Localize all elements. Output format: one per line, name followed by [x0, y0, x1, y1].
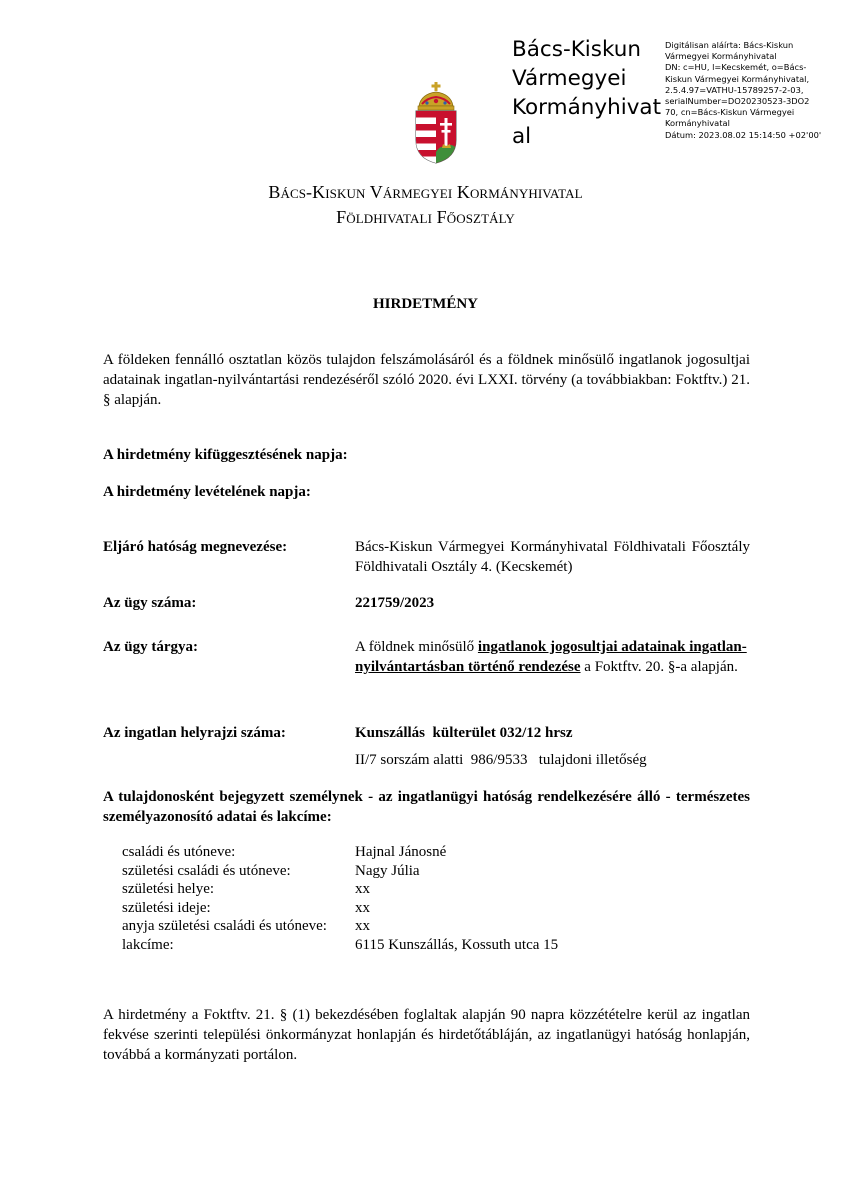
person-field-label: anyja születési családi és utóneve: [122, 918, 327, 935]
person-field-label: születési családi és utóneve: [122, 862, 291, 879]
signature-detail-line: Kiskun Vármegyei Kormányhivatal, [665, 73, 810, 84]
authority-label: Eljáró hatóság megnevezése: [103, 539, 288, 555]
agency-department: Földhivatali Főosztály [336, 207, 515, 227]
person-field-label: születési ideje: [122, 899, 211, 916]
person-field-value: xx [355, 899, 370, 916]
signature-detail-line: DN: c=HU, l=Kecskemét, o=Bács- [665, 62, 807, 73]
parcel-value: Kunszállás külterület 032/12 hrsz [355, 725, 573, 741]
person-field-value: Nagy Júlia [355, 862, 420, 879]
signature-name-line: Kormányhivat [512, 95, 662, 120]
signature-detail-line: 70, cn=Bács-Kiskun Vármegyei [665, 107, 795, 118]
case-number-label: Az ügy száma: [103, 595, 197, 611]
subject-value [355, 637, 750, 677]
person-field-value: Hajnal Jánosné [355, 844, 447, 860]
signature-detail-line: Kormányhivatal [665, 118, 730, 129]
subject-label: Az ügy tárgya: [103, 639, 198, 655]
person-field-value: 6115 Kunszállás, Kossuth utca 15 [355, 937, 559, 953]
person-field-label: lakcíme: [122, 937, 174, 953]
removed-date-label: A hirdetmény levételének napja: [103, 484, 311, 500]
document-title: HIRDETMÉNY [372, 296, 478, 312]
signature-details [665, 40, 825, 141]
intro-paragraph: A földeken fennálló osztatlan közös tulajdon felszámolásáról és a földnek minősülő ingatlanok jogosultjai adatainak ingatlan-nyilvántartási rendezéséről szóló 2020. évi LXXI. törvény (a továbbiakban: Foktftv.) 21. § alapján. [103, 352, 750, 408]
person-field-label: családi és utóneve: [122, 844, 236, 860]
subject-text-post: a Foktftv. 20. §-a alapján. [580, 659, 738, 675]
person-field-value: xx [355, 918, 370, 935]
signature-name-line: Bács-Kiskun [512, 37, 642, 62]
signature-name-line: Vármegyei [512, 66, 627, 91]
signature-detail-line: Digitálisan aláírta: Bács-Kiskun [665, 40, 794, 50]
signature-detail-line: Vármegyei Kormányhivatal [665, 51, 777, 62]
agency-name: Bács-Kiskun Vármegyei Kormányhivatal [268, 182, 583, 202]
signature-signer-name [512, 35, 672, 151]
person-field-label: születési helye: [122, 881, 215, 898]
signature-name-line: al [512, 124, 532, 149]
owner-data-heading: A tulajdonosként bejegyzett személynek - az ingatlanügyi hatóság rendelkezésére álló - természetes személyazonosító adatai és lakcíme: [103, 789, 750, 825]
person-field-value: xx [355, 881, 370, 898]
subject-text-pre: A földnek minősülő [355, 639, 478, 655]
posted-date-label: A hirdetmény kifüggesztésének napja: [103, 447, 348, 463]
ownership-share-value: II/7 sorszám alatti 986/9533 tulajdoni illetőség [355, 752, 647, 768]
subject-text-underlined: ingatlanok jogosultjai adatainak ingatlan-nyilvántartásban történő rendezése [355, 639, 747, 675]
authority-value: Bács-Kiskun Vármegyei Kormányhivatal Földhivatali Főosztály Földhivatali Osztály 4. (Kecskemét) [355, 539, 750, 575]
signature-detail-line: 2.5.4.97=VATHU-15789257-2-03, [665, 84, 804, 95]
closing-paragraph: A hirdetmény a Foktftv. 21. § (1) bekezdésében foglaltak alapján 90 napra közzétételre kerül az ingatlan fekvése szerinti települési önkormányzat honlapján és hirdetőtábláján, az ingatlanügyi hatóság honlapján, továbbá a kormányzati portálon. [103, 1007, 750, 1063]
coat-of-arms-icon [413, 82, 459, 164]
parcel-label: Az ingatlan helyrajzi száma: [103, 725, 286, 741]
case-number-value: 221759/2023 [355, 595, 435, 611]
signature-detail-line: Dátum: 2023.08.02 15:14:50 +02'00' [665, 129, 822, 140]
signature-detail-line: serialNumber=DO20230523-3DO2 [665, 96, 810, 107]
